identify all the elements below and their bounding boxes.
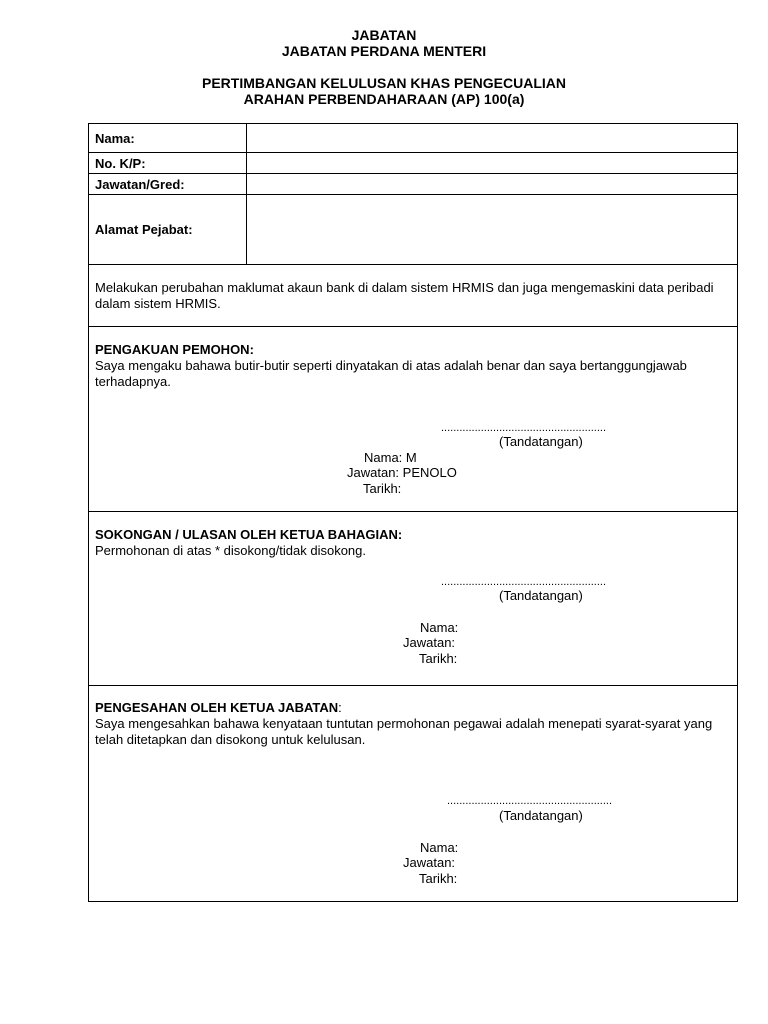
ic-number-label: No. K/P: bbox=[95, 156, 146, 171]
supporter-name: Nama: bbox=[420, 620, 459, 635]
applicant-date: Tarikh: bbox=[363, 481, 402, 496]
division-support-section bbox=[95, 527, 725, 559]
applicant-declaration-section bbox=[95, 342, 725, 390]
supporter-position: Jawatan: bbox=[403, 635, 456, 650]
applicant-position: Jawatan: PENOLO bbox=[347, 465, 457, 480]
form-table bbox=[88, 123, 738, 902]
department-approval-section bbox=[95, 700, 725, 748]
signature-caption: (Tandatangan) bbox=[499, 808, 583, 823]
approver-name: Nama: bbox=[420, 840, 459, 855]
request-purpose-text: Melakukan perubahan maklumat akaun bank di dalam sistem HRMIS dan juga mengemaskini data peribadi dalam sistem HRMIS. bbox=[95, 280, 714, 311]
department-name: JABATAN PERDANA MENTERI bbox=[281, 43, 487, 59]
signature-caption: (Tandatangan) bbox=[499, 588, 583, 603]
signature-caption: (Tandatangan) bbox=[499, 434, 583, 449]
section-divider bbox=[89, 264, 737, 265]
name-label: Nama: bbox=[95, 131, 135, 146]
division-support-heading: SOKONGAN / ULASAN OLEH KETUA BAHAGIAN: bbox=[95, 527, 403, 542]
position-grade-value-field[interactable] bbox=[247, 174, 737, 194]
signature-line: ...................................................... bbox=[441, 576, 607, 588]
approver-position: Jawatan: bbox=[403, 855, 456, 870]
department-approval-heading-colon: : bbox=[338, 700, 342, 715]
department-approval-body: Saya mengesahkan bahawa kenyataan tuntutan permohonan pegawai adalah menepati syarat-syarat yang telah ditetapkan dan disokong untuk kelulusan. bbox=[95, 716, 713, 747]
signature-line: ...................................................... bbox=[447, 795, 613, 807]
ic-number-value-field[interactable] bbox=[247, 153, 737, 173]
division-support-body: Permohonan di atas * disokong/tidak disokong. bbox=[95, 543, 367, 558]
applicant-declaration-heading: PENGAKUAN PEMOHON: bbox=[95, 342, 254, 357]
office-address-label: Alamat Pejabat: bbox=[95, 222, 193, 237]
approver-date: Tarikh: bbox=[419, 871, 458, 886]
applicant-name: Nama: M bbox=[364, 450, 417, 465]
form-title: PERTIMBANGAN KELULUSAN KHAS PENGECUALIAN bbox=[201, 75, 566, 91]
section-divider bbox=[89, 511, 737, 512]
department-approval-heading: PENGESAHAN OLEH KETUA JABATAN bbox=[95, 700, 339, 715]
applicant-declaration-body: Saya mengaku bahawa butir-butir seperti dinyatakan di atas adalah benar dan saya bertanggungjawab terhadapnya. bbox=[95, 358, 687, 389]
position-grade-label: Jawatan/Gred: bbox=[95, 177, 185, 192]
section-divider bbox=[89, 326, 737, 327]
department-label: JABATAN bbox=[351, 27, 417, 43]
signature-line: ...................................................... bbox=[441, 422, 607, 434]
office-address-value-field[interactable] bbox=[247, 195, 737, 264]
form-subtitle: ARAHAN PERBENDAHARAAN (AP) 100(a) bbox=[243, 91, 525, 107]
supporter-date: Tarikh: bbox=[419, 651, 458, 666]
section-divider bbox=[89, 685, 737, 686]
name-value-field[interactable] bbox=[247, 124, 737, 152]
